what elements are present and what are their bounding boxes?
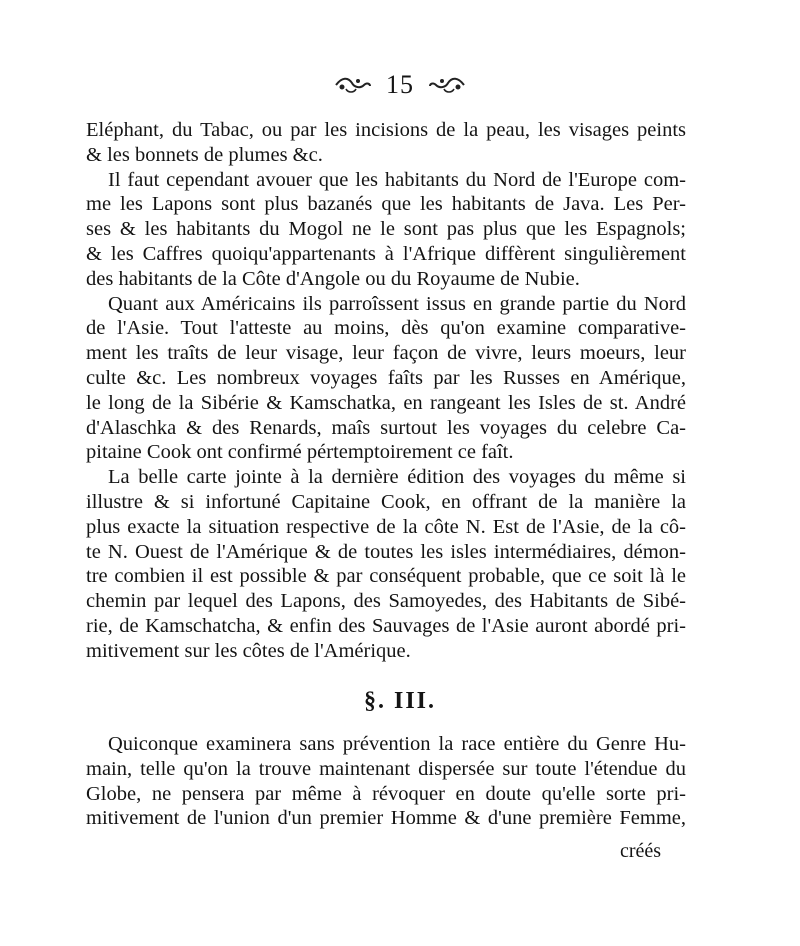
text-line: mitivement de l'union d'un premier Homme & d'une première Femme, xyxy=(86,807,686,830)
text-line: de l'Asie. Tout l'atteste au moins, dès qu'on examine comparative- xyxy=(86,317,686,340)
text-line: illustre & si infortuné Capitaine Cook, en offrant de la manière la xyxy=(86,490,686,513)
section-heading: §. III. xyxy=(363,688,437,714)
text-line: & les bonnets de plumes &c. xyxy=(86,143,323,166)
text-line: chemin par lequel des Lapons, des Samoyedes, des Habitants de Sibé- xyxy=(86,590,686,613)
text-line: culte &c. Les nombreux voyages faîts par les Russes en Amérique, xyxy=(86,366,686,389)
text-line: d'Alaschka & des Renards, maîs surtout les voyages du celebre Ca- xyxy=(86,416,686,439)
right-ornament-icon xyxy=(428,75,466,95)
text-line: pitaine Cook ont confirmé pértemptoirement ce faît. xyxy=(86,441,514,464)
text-line: mitivement sur les côtes de l'Amérique. xyxy=(86,639,411,662)
text-line: ses & les habitants du Mogol ne le sont pas plus que les Espagnols; xyxy=(86,218,686,241)
text-line: Quiconque examinera sans prévention la race entière du Genre Hu- xyxy=(108,733,686,755)
left-ornament-icon xyxy=(334,75,372,95)
page-number: 15 xyxy=(386,70,414,99)
text-line: Eléphant, du Tabac, ou par les incisions de la peau, les visages peints xyxy=(86,119,686,141)
text-line: plus exacte la situation respective de la côte N. Est de l'Asie, de la cô- xyxy=(86,515,686,538)
body-text-bottom xyxy=(86,732,686,831)
text-line: ment les traîts de leur visage, leur façon de vivre, leurs moeurs, leur xyxy=(86,342,686,365)
text-line: le long de la Sibérie & Kamschatka, en rangeant les Isles de st. André xyxy=(86,391,686,414)
text-line: te N. Ouest de l'Amérique & de toutes les isles intermédiaires, démon- xyxy=(86,540,686,563)
text-line: des habitants de la Côte d'Angole ou du Royaume de Nubie. xyxy=(86,267,580,290)
text-line: rie, de Kamschatcha, & enfin des Sauvages de l'Asie auront abordé pri- xyxy=(86,614,686,637)
body-text-top xyxy=(86,118,686,664)
text-line: La belle carte jointe à la dernière édition des voyages du même si xyxy=(108,466,686,489)
page-header xyxy=(0,70,800,100)
text-line: & les Caffres quoiqu'appartenants à l'Afrique diffèrent singulièrement xyxy=(86,242,686,265)
catchword: créés xyxy=(620,840,662,862)
text-line: me les Lapons sont plus bazanés que les habitants de Java. Les Per- xyxy=(86,193,686,216)
text-line: main, telle qu'on la trouve maintenant dispersée sur toute l'étendue du xyxy=(86,757,686,780)
text-line: Il faut cependant avouer que les habitants du Nord de l'Europe com- xyxy=(108,168,686,191)
text-line: tre combien il est possible & par conséquent probable, que ce soit là le xyxy=(86,565,686,588)
text-line: Quant aux Américains ils parroîssent issus en grande partie du Nord xyxy=(108,292,686,315)
text-line: Globe, ne pensera par même à révoquer en doute qu'elle sorte pri- xyxy=(86,782,686,805)
